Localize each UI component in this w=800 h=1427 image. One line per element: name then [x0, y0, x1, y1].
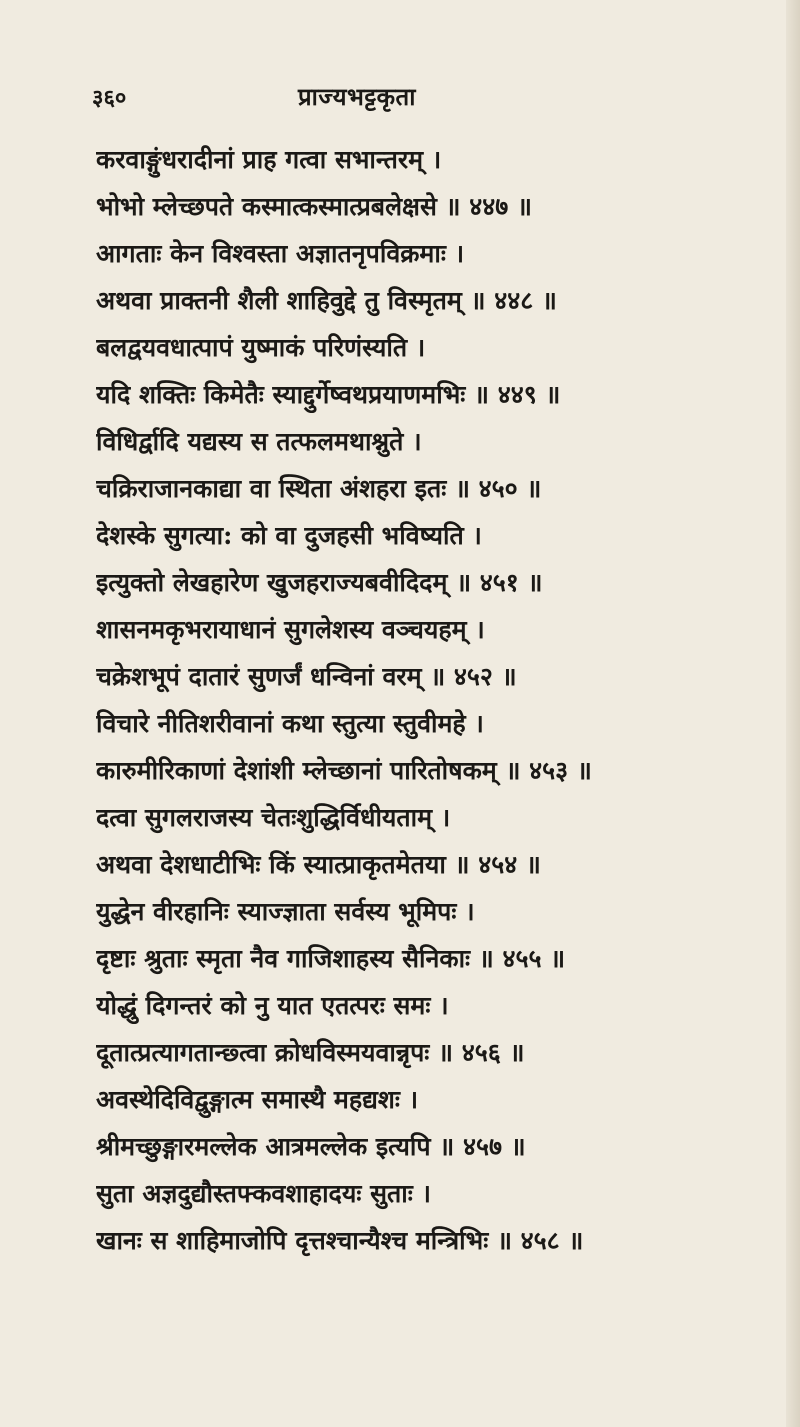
- verse-line-23: सुता अज्ञदुद्यौस्तफ्कवशाहादयः सुताः ।: [96, 1179, 431, 1208]
- verse-line-4: अथवा प्राक्तनी शैली शाहिवुद्दे तु विस्मृतम् ॥ ४४८ ॥: [96, 286, 557, 315]
- verse-line-12: चक्रेशभूपं दातारं सुणर्जं धन्विनां वरम् ॥ ४५२ ॥: [96, 662, 517, 691]
- verse-line-21: अवस्थेदिविद्वुङ्गात्म समास्थै महद्यशः ।: [96, 1085, 419, 1114]
- verse-line-18: दृष्टाः श्रुताः स्मृता नैव गाजिशाहस्य सैनिकाः ॥ ४५५ ॥: [96, 944, 566, 973]
- running-title: प्राज्यभट्टकृता: [298, 82, 416, 111]
- verse-line-9: देशस्के सुगत्या: को वा दुजहसी भविष्यति ।: [96, 521, 482, 550]
- verse-line-1: करवाङ्गुंधरादीनां प्राह गत्वा सभान्तरम् ।: [96, 145, 442, 174]
- verse-line-10: इत्युक्तो लेखहारेण खुजहराज्यबवीदिदम् ॥ ४५१ ॥: [96, 568, 543, 597]
- page-edge-shadow: [786, 0, 800, 1427]
- page-header: [0, 78, 800, 118]
- verse-line-14: कारुमीरिकाणां देशांशी म्लेच्छानां पारितोषकम् ॥ ४५३ ॥: [96, 756, 592, 785]
- verse-line-7: विधिर्द्वादि यद्यस्य स तत्फलमथाश्नुते ।: [96, 427, 422, 456]
- verse-line-22: श्रीमच्छुङ्गारमल्लेक आत्रमल्लेक इत्यपि ॥ ४५७ ॥: [96, 1132, 526, 1161]
- verse-line-11: शासनमकृभरायाधानं सुगलेशस्य वञ्चयहम् ।: [96, 615, 485, 644]
- page-number: ३६०: [92, 85, 127, 111]
- verse-line-13: विचारे नीतिशरीवानां कथा स्तुत्या स्तुवीमहे ।: [96, 709, 484, 738]
- verse-line-15: दत्वा सुगलराजस्य चेतःशुद्धिर्विधीयताम् ।: [96, 803, 451, 832]
- verse-line-2: भोभो म्लेच्छपते कस्मात्कस्मात्प्रबलेक्षसे ॥ ४४७ ॥: [96, 192, 532, 221]
- verse-line-5: बलद्वयवधात्पापं युष्माकं परिणंस्यति ।: [96, 333, 426, 362]
- verse-line-19: योद्धुं दिगन्तरं को नु यात एतत्परः समः ।: [96, 991, 449, 1020]
- verse-line-6: यदि शक्तिः किमेतैः स्याद्दुर्गेष्वथप्रयाणमभिः ॥ ४४९ ॥: [96, 380, 561, 409]
- verse-line-8: चक्रिराजानकाद्या वा स्थिता अंशहरा इतः ॥ ४५० ॥: [96, 474, 542, 503]
- verse-line-20: दूतात्प्रत्यागतान्छ्त्वा क्रोधविस्मयवान्नृपः ॥ ४५६ ॥: [96, 1038, 525, 1067]
- verse-line-24: खानः स शाहिमाजोपि दृत्तश्चान्यैश्च मन्त्रिभिः ॥ ४५८ ॥: [96, 1226, 584, 1255]
- verse-line-17: युद्धेन वीरहानिः स्याज्ज्ञाता सर्वस्य भूमिपः ।: [96, 897, 475, 926]
- verse-line-3: आगताः केन विश्वस्ता अज्ञातनृपविक्रमाः ।: [96, 239, 465, 268]
- verse-line-16: अथवा देशधाटीभिः किं स्यात्प्राकृतमेतया ॥ ४५४ ॥: [96, 850, 541, 879]
